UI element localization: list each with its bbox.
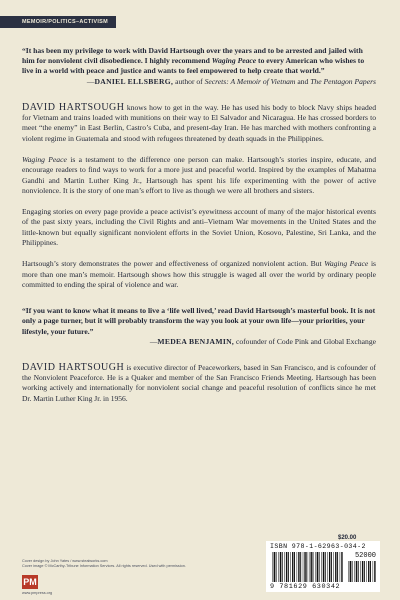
description-paragraph-4: Hartsough’s story demonstrates the power and effectiveness of organized nonviolent action. But Waging Peace is more than one man’s memoir. Hartsough shows how this struggle is waged all over the world by ordinary people committed to ending the spiral of violence and war. — [22, 259, 377, 289]
benjamin-quote: “If you want to know what it means to live a ‘life well lived,’ read David Hartsough’s masterful book. It is not only a page turner, but it will probably transform the way you look at your own life—your priorities, your lifestyle, your future.” — [22, 306, 376, 336]
publisher-logo: PM — [23, 577, 37, 587]
description-paragraph-1: DAVID HARTSOUGH knows how to get in the way. He has used his body to block Navy ships headed for Vietnam and trains loaded with munitions on their way to El Salvador and Nicaragua. He has crossed borders to meet “the enemy” in East Berlin, Castro’s Cuba, and present-day Iran. He has marched with mothers confronting a violent regime in Guatemala and stood with refugees threatened by death squads in the Philippines. — [22, 101, 376, 143]
isbn-barcode — [266, 541, 380, 592]
price-label: $20.00 — [338, 535, 357, 541]
ellsberg-attribution: —DANIEL ELLSBERG, author of Secrets: A Memoir of Vietnam and The Pentagon Papers — [86, 76, 376, 86]
author-bio: DAVID HARTSOUGH is executive director of Peaceworkers, based in San Francisco, and is cofounder of the Nonviolent Peaceforce. He is a Quaker and member of the San Francisco Friends Meeting. Hartsough has been working actively and internationally for nonviolent social change and peaceful resolution of conflicts since he met Dr. Martin Luther King Jr. in 1956. — [22, 362, 377, 403]
description-paragraph-2: Waging Peace is a testament to the difference one person can make. Hartsough’s stories inspire, educate, and encourage readers to find ways to work for a more just and peaceful world. Inspired by the examples of Mahatma Gandhi and Martin Luther King Jr., Hartsough has spent his life experimenting with the power of active nonviolence. It is the story of one man’s effort to live as though we were all brothers and sisters. — [22, 155, 376, 195]
book-title: Waging Peace — [324, 259, 369, 269]
description-paragraph-3: Engaging stories on every page provide a peace activist’s eyewitness account of many of the major historical events of the past sixty years, including the Civil Rights and anti–Vietnam War movements in the United States and the little-known but equally significant nonviolent efforts in the Soviet Union, Kosovo, Palestine, Sri Lanka, and the Philippines. — [22, 207, 376, 248]
cover-credits: Cover design by John Yates / www.stealworks.com Cover image © McCarthy-Tribune Information Services. All rights reserved. Used with permission. — [22, 559, 186, 568]
endorser-name: MEDEA BENJAMIN, — [157, 336, 235, 346]
back-cover-text — [22, 46, 376, 404]
ellsberg-quote: “It has been my privilege to work with David Hartsough over the years and to be arrested and jailed with him for nonviolent civil disobedience. I highly recommend Waging Peace to every American who wishes to live in a world with peace and justice and wants to feel empowered to help create that world.” — [22, 46, 365, 76]
category-label: MEMOIR/POLITICS–ACTIVISM — [0, 16, 116, 28]
book-title: Waging Peace — [211, 56, 257, 66]
barcode-number: 9 781629 630342 — [270, 583, 341, 591]
isbn-text: ISBN 978-1-62963-034-2 — [270, 543, 366, 550]
author-name: DAVID HARTSOUGH — [22, 101, 125, 113]
price-code: 52000 — [354, 552, 376, 560]
book-title: Waging Peace — [22, 155, 67, 164]
author-name: DAVID HARTSOUGH — [22, 362, 125, 374]
benjamin-attribution: —MEDEA BENJAMIN, cofounder of Code Pink and Global Exchange — [149, 336, 376, 346]
publisher-website: www.pmpress.org — [22, 591, 53, 595]
endorser-name: DANIEL ELLSBERG, — [94, 76, 174, 86]
